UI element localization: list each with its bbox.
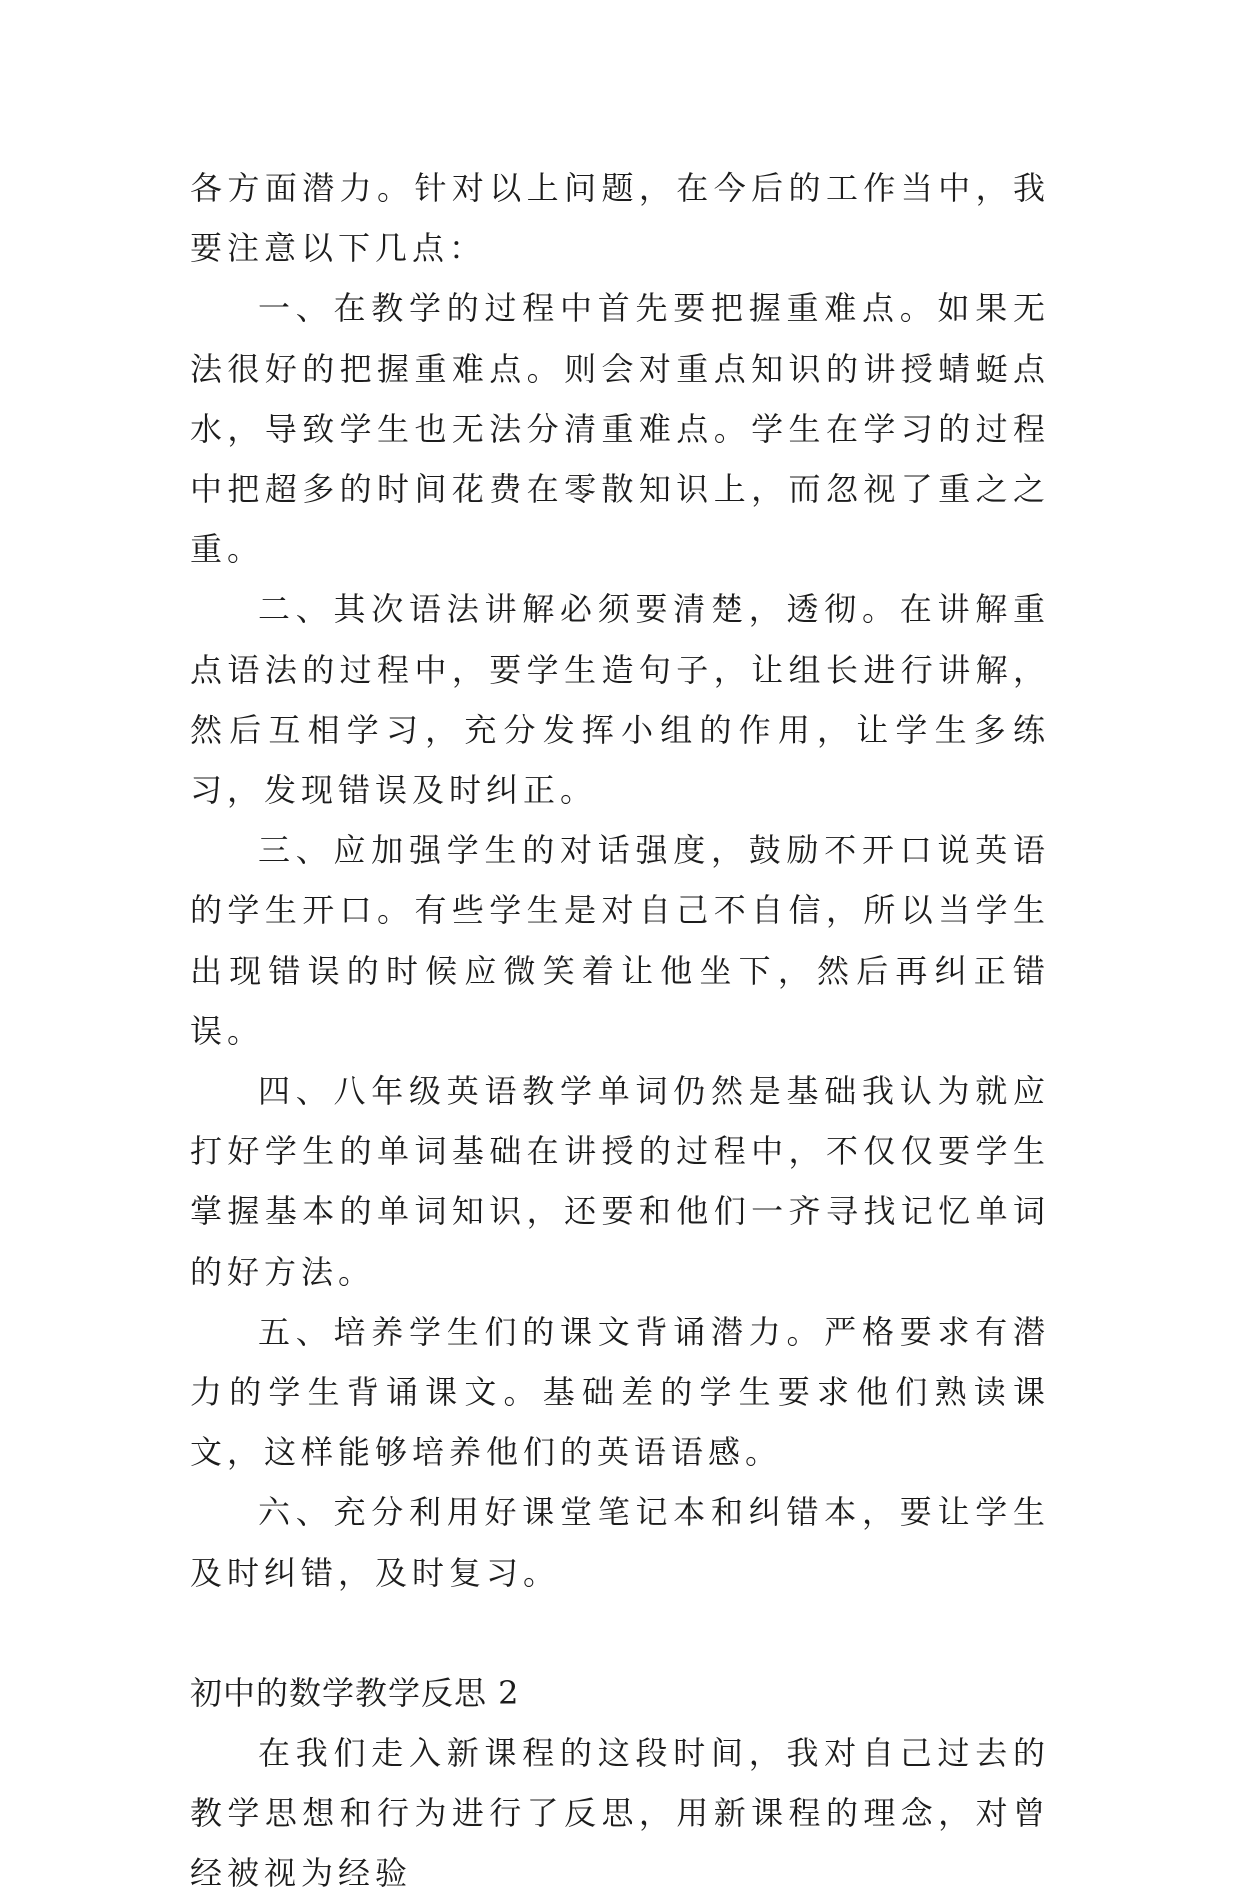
paragraph-point-5: 五、培养学生们的课文背诵潜力。严格要求有潜力的学生背诵课文。基础差的学生要求他们熟读课文，这样能够培养他们的英语语感。 bbox=[190, 1312, 1050, 1472]
paragraph-point-6: 六、充分利用好课堂笔记本和纠错本，要让学生及时纠错，及时复习。 bbox=[190, 1493, 1050, 1592]
document-body bbox=[190, 158, 1050, 1904]
paragraph-point-3: 三、应加强学生的对话强度，鼓励不开口说英语的学生开口。有些学生是对自己不自信，所以当学生出现错误的时候应微笑着让他坐下，然后再纠正错误。 bbox=[190, 831, 1050, 1050]
paragraph-point-1: 一、在教学的过程中首先要把握重难点。如果无法很好的把握重难点。则会对重点知识的讲授蜻蜓点水，导致学生也无法分清重难点。学生在学习的过程中把超多的时间花费在零散知识上，而忽视了重之之重。 bbox=[190, 289, 1050, 569]
paragraph-point-4: 四、八年级英语教学单词仍然是基础我认为就应打好学生的单词基础在讲授的过程中，不仅仅要学生掌握基本的单词知识，还要和他们一齐寻找记忆单词的好方法。 bbox=[190, 1072, 1050, 1291]
paragraph-continuation: 各方面潜力。针对以上问题，在今后的工作当中，我要注意以下几点： bbox=[190, 169, 1050, 268]
paragraph-point-2: 二、其次语法讲解必须要清楚，透彻。在讲解重点语法的过程中，要学生造句子，让组长进行讲解，然后互相学习，充分发挥小组的作用，让学生多练习，发现错误及时纠正。 bbox=[190, 590, 1050, 810]
section-heading: 初中的数学教学反思 2 bbox=[190, 1673, 520, 1712]
section-paragraph: 在我们走入新课程的这段时间，我对自己过去的教学思想和行为进行了反思，用新课程的理念，对曾经被视为经验 bbox=[190, 1734, 1050, 1893]
